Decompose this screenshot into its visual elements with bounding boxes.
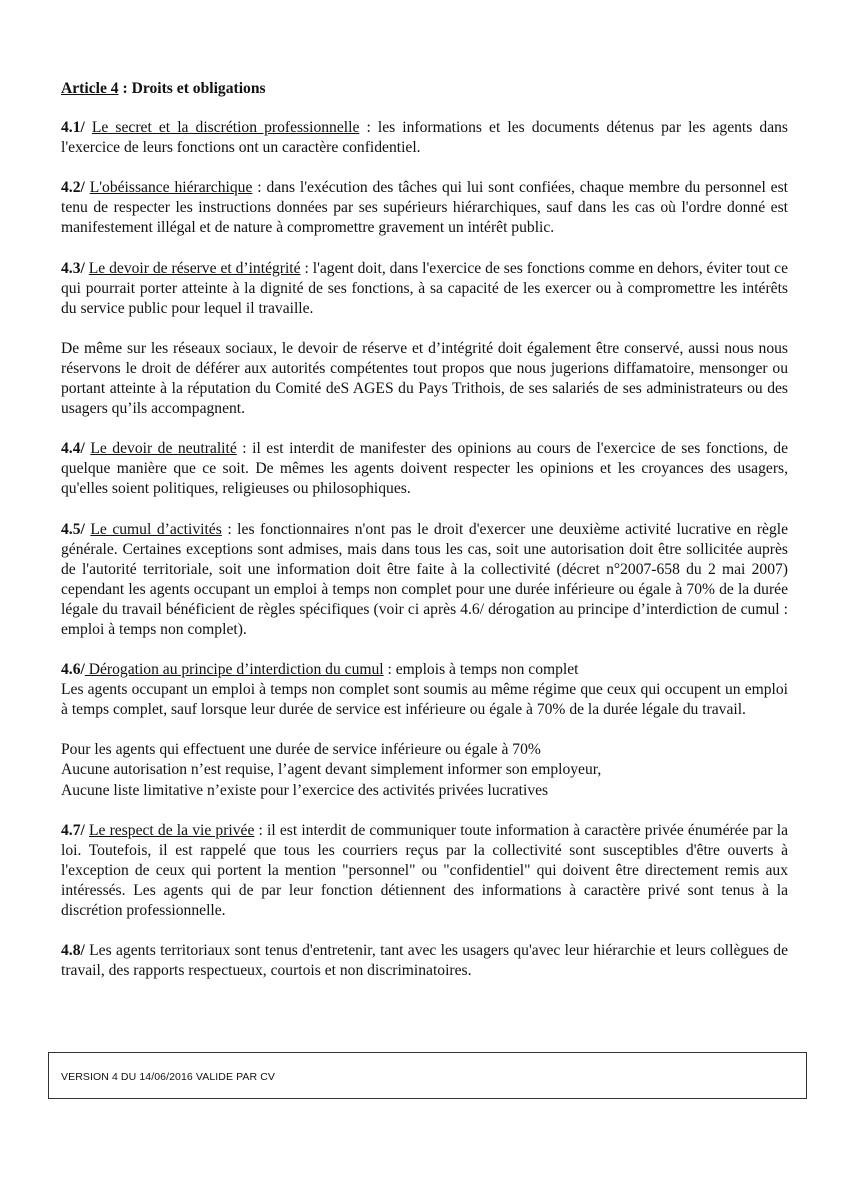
section-title: Le devoir de réserve et d’intégrité [88,259,301,277]
footer-box [48,1052,807,1099]
heading-separator: : [118,80,132,97]
section-text: : l'agent doit, dans l'exercice de ses fonctions comme en dehors, éviter tout ce qui pourrait porter atteinte à la dignité de ses fonctions, à sa capacité de les exercer ou à compromettre les intérêts du service public pour lequel il travaille. [61,259,788,317]
section-4-6-header [61,660,788,680]
section-title: Dérogation au principe d’interdiction du cumul [84,661,384,679]
section-number: 4.1/ [61,119,85,137]
section-title: Le respect de la vie privée [89,821,255,839]
section-4-2 [61,178,788,238]
article-title: Droits et obligations [131,80,266,97]
document-page [61,79,788,981]
section-number: 4.2/ [61,179,85,197]
section-4-6-line-3: Aucune liste limitative n’existe pour l’exercice des activités privées lucratives [61,781,549,799]
section-4-8 [61,941,788,981]
section-title: L'obéissance hiérarchique [89,179,253,197]
article-number: Article 4 [61,80,119,97]
section-text: : dans l'exécution des tâches qui lui sont confiées, chaque membre du personnel est tenu de respecter les instructions données par ses supérieurs hiérarchiques, sauf dans les cas où l'ordre donné est manifestement illégal et de nature à compromettre gravement un intérêt public. [61,179,788,237]
section-number: 4.5/ [61,520,85,538]
section-4-3-paragraph-2: De même sur les réseaux sociaux, le devoir de réserve et d’intégrité doit également être conservé, aussi nous nous réservons le droit de déférer aux autorités compétentes tout propos que nous jugerions diffamatoire, mensonger ou portant atteinte à la réputation du Comité deS AGES du Pays Trithois, de ses salariés de ses administrateurs ou des usagers qu’ils accompagnent. [61,339,788,418]
section-4-6-paragraph: Les agents occupant un emploi à temps non complet sont soumis au même régime que ceux qui occupent un emploi à temps complet, sauf lorsque leur durée de service est inférieure ou égale à 70% de la durée légale du travail. [61,681,788,719]
section-text: : emplois à temps non complet [383,661,579,679]
section-4-4 [61,439,788,499]
section-4-6-line-1: Pour les agents qui effectuent une durée de service inférieure ou égale à 70% [61,741,541,759]
section-4-6-line-2: Aucune autorisation n’est requise, l’agent devant simplement informer son employeur, [61,761,602,779]
section-number: 4.3/ [61,259,85,277]
section-text: : il est interdit de communiquer toute information à caractère privée énumérée par la loi. Toutefois, il est rappelé que tous les courriers reçus par la collectivité sont susceptibles d'être ouverts à l'exception de ceux qui portent la mention "personnel" ou "confidentiel" qui doivent être directement remis aux intéressés. Les agents qui de par leur fonction détiennent des informations à caractère privé sont tenus à la discrétion professionnelle. [61,821,789,919]
section-number: 4.7/ [61,821,85,839]
section-text: : il est interdit de manifester des opinions au cours de l'exercice de ses fonctions, de quelque manière que ce soit. De mêmes les agents doivent respecter les opinions et les croyances des usagers, qu'elles soient politiques, religieuses ou philosophiques. [61,440,789,498]
section-4-3 [61,259,788,319]
version-label: VERSION 4 DU 14/06/2016 VALIDE PAR CV [61,1071,275,1083]
article-heading [61,79,788,99]
section-text: Les agents territoriaux sont tenus d'entretenir, tant avec les usagers qu'avec leur hiérarchie et leurs collègues de travail, des rapports respectueux, courtois et non discriminatoires. [61,942,788,980]
section-text: : les fonctionnaires n'ont pas le droit d'exercer une deuxième activité lucrative en règle générale. Certaines exceptions sont admises, mais dans tous les cas, soit une autorisation doit être sollicitée auprès de l'autorité territoriale, soit une information doit être faite à la collectivité (décret n°2007-658 du 2 mai 2007) cependant les agents occupant un emploi à temps non complet pour une durée inférieure ou égale à 70% de la durée légale du travail bénéficient de règles spécifiques (voir ci après 4.6/ dérogation au principe d’interdiction de cumul : emploi à temps non complet). [61,520,788,638]
section-text: : les informations et les documents détenus par les agents dans l'exercice de leurs fonctions ont un caractère confidentiel. [61,119,788,157]
section-title: Le devoir de neutralité [90,440,237,458]
section-number: 4.4/ [61,440,85,458]
section-4-5 [61,520,788,641]
section-4-1 [61,118,788,158]
section-number: 4.6/ [61,661,85,679]
section-number: 4.8/ [61,942,85,960]
section-title: Le cumul d’activités [90,520,222,538]
section-title: Le secret et la discrétion professionnelle [91,119,360,137]
section-4-6-lines [61,740,788,800]
section-4-7 [61,821,788,921]
